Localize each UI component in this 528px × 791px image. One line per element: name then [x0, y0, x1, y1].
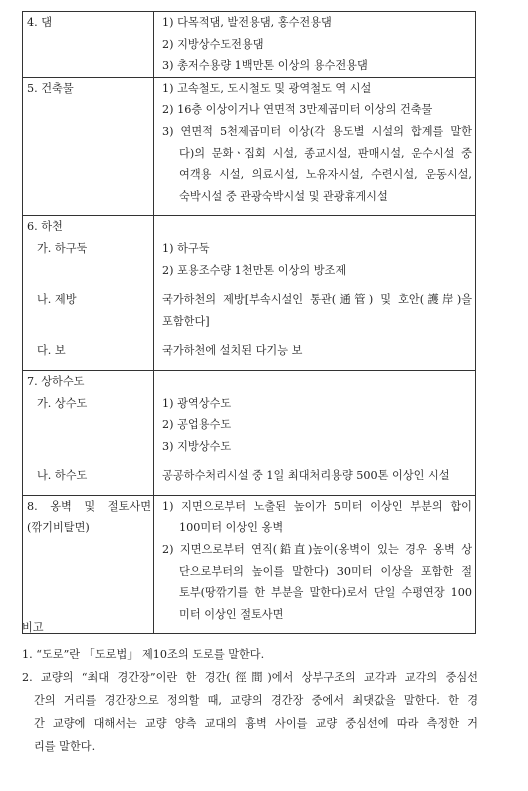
criteria-cell	[154, 393, 476, 466]
criteria-line: 공공하수처리시설 중 1일 최대처리용량 500톤 이상인 시설	[162, 469, 450, 483]
criteria-line: 1) 지면으로부터 노출된 높이가 5미터 이상인 부분의 합이	[162, 499, 472, 513]
criteria-line: 2) 지면으로부터 연직(鉛直)높이(옹벽이 있는 경우 옹벽 상	[162, 543, 472, 557]
facility-table	[22, 11, 476, 634]
criteria-line: 3) 연면적 5천제곱미터 이상(각 용도별 시설의 합계를 말한	[162, 124, 472, 138]
criteria-line: 2) 지방상수도전용댐	[162, 37, 264, 51]
criteria-line: 다)의 문화ㆍ집회 시설, 종교시설, 판매시설, 운수시설 중	[179, 146, 472, 160]
table-row-sewerage	[23, 465, 476, 495]
category-cell	[23, 495, 154, 634]
criteria-cell	[154, 495, 476, 634]
table-row-water-supply	[23, 393, 476, 466]
remarks-line: 1. “도로”란 「도로법」 제10조의 도로를 말한다.	[22, 648, 265, 661]
subcategory-cell	[23, 340, 154, 370]
table-row-water	[23, 370, 476, 392]
table-row-river-embankment	[23, 289, 476, 340]
criteria-line: 1) 고속철도, 도시철도 및 광역철도 역 시설	[162, 81, 372, 95]
criteria-line: 1) 하구둑	[162, 241, 210, 255]
subcategory-label: 나. 하수도	[37, 469, 88, 483]
subcategory-label: 다. 보	[37, 344, 66, 358]
criteria-line: 국가하천의 제방[부속시설인 통관(通管) 및 호안(護岸)을	[162, 293, 472, 307]
category-cell	[23, 77, 154, 216]
category-label: 8. 옹벽 및 절토사면	[27, 499, 152, 513]
remarks-line: 간 교량에 대해서는 교량 양측 교대의 흉벽 사이를 교량 중심선에 따라 측정한 거	[34, 717, 478, 730]
subcategory-label: 나. 제방	[37, 293, 77, 307]
table-row-retaining-wall	[23, 495, 476, 634]
criteria-cell	[154, 77, 476, 216]
table-row-river	[23, 216, 476, 238]
remarks-line: 2. 교량의 “최대 경간장”이란 한 경간(徑間)에서 상부구조의 교각과 교각의 중심선	[22, 671, 478, 684]
remarks-line: 간의 거리를 경간장으로 정의할 때, 교량의 경간장 중에서 최댓값을 말한다. 한 경	[34, 694, 478, 707]
criteria-cell	[154, 238, 476, 289]
table-row-building	[23, 77, 476, 216]
criteria-line: 3) 지방상수도	[162, 439, 232, 453]
category-label: 6. 하천	[27, 220, 63, 234]
category-label: 5. 건축물	[27, 81, 74, 95]
criteria-cell	[154, 216, 476, 238]
criteria-cell	[154, 370, 476, 392]
subcategory-label: 가. 상수도	[37, 396, 88, 410]
criteria-line: 여객용 시설, 의료시설, 노유자시설, 수련시설, 운동시설,	[179, 168, 472, 182]
criteria-line: 숙박시설 중 관광숙박시설 및 관광휴게시설	[179, 189, 388, 203]
subcategory-label: 가. 하구둑	[37, 241, 88, 255]
criteria-line: 포함한다]	[162, 314, 210, 328]
category-cell	[23, 370, 154, 392]
criteria-cell	[154, 12, 476, 78]
category-label: (깎기비탈면)	[27, 521, 90, 535]
remarks-line: 리를 말한다.	[34, 740, 96, 753]
criteria-line: 2) 공업용수도	[162, 418, 232, 432]
criteria-line: 1) 광역상수도	[162, 396, 232, 410]
criteria-line: 국가하천에 설치된 다기능 보	[162, 344, 303, 358]
criteria-line: 미터 이상인 절토사면	[179, 607, 284, 621]
subcategory-cell	[23, 289, 154, 340]
criteria-line: 단으로부터의 높이를 말한다) 30미터 이상을 포함한 절	[179, 564, 472, 578]
criteria-cell	[154, 289, 476, 340]
criteria-line: 1) 다목적댐, 발전용댐, 홍수전용댐	[162, 16, 332, 29]
criteria-line: 3) 총저수용량 1백만톤 이상의 용수전용댐	[162, 59, 368, 73]
category-label: 4. 댐	[27, 16, 53, 29]
remarks-section	[22, 616, 478, 758]
criteria-line: 2) 포용조수량 1천만톤 이상의 방조제	[162, 263, 347, 277]
table-row-river-estuary-dam	[23, 238, 476, 289]
subcategory-cell	[23, 238, 154, 289]
criteria-line: 2) 16층 이상이거나 연면적 3만제곱미터 이상의 건축물	[162, 103, 433, 117]
criteria-line: 100미터 이상인 옹벽	[179, 521, 284, 535]
category-cell	[23, 12, 154, 78]
subcategory-cell	[23, 465, 154, 495]
table-row-river-weir	[23, 340, 476, 370]
table-row-dam	[23, 12, 476, 78]
criteria-line: 토부(땅깎기를 한 부분을 말한다)로서 단일 수평연장 100	[179, 586, 472, 600]
category-cell	[23, 216, 154, 238]
criteria-cell	[154, 465, 476, 495]
criteria-cell	[154, 340, 476, 370]
subcategory-cell	[23, 393, 154, 466]
remarks-title: 비고	[22, 621, 44, 634]
category-label: 7. 상하수도	[27, 374, 85, 388]
